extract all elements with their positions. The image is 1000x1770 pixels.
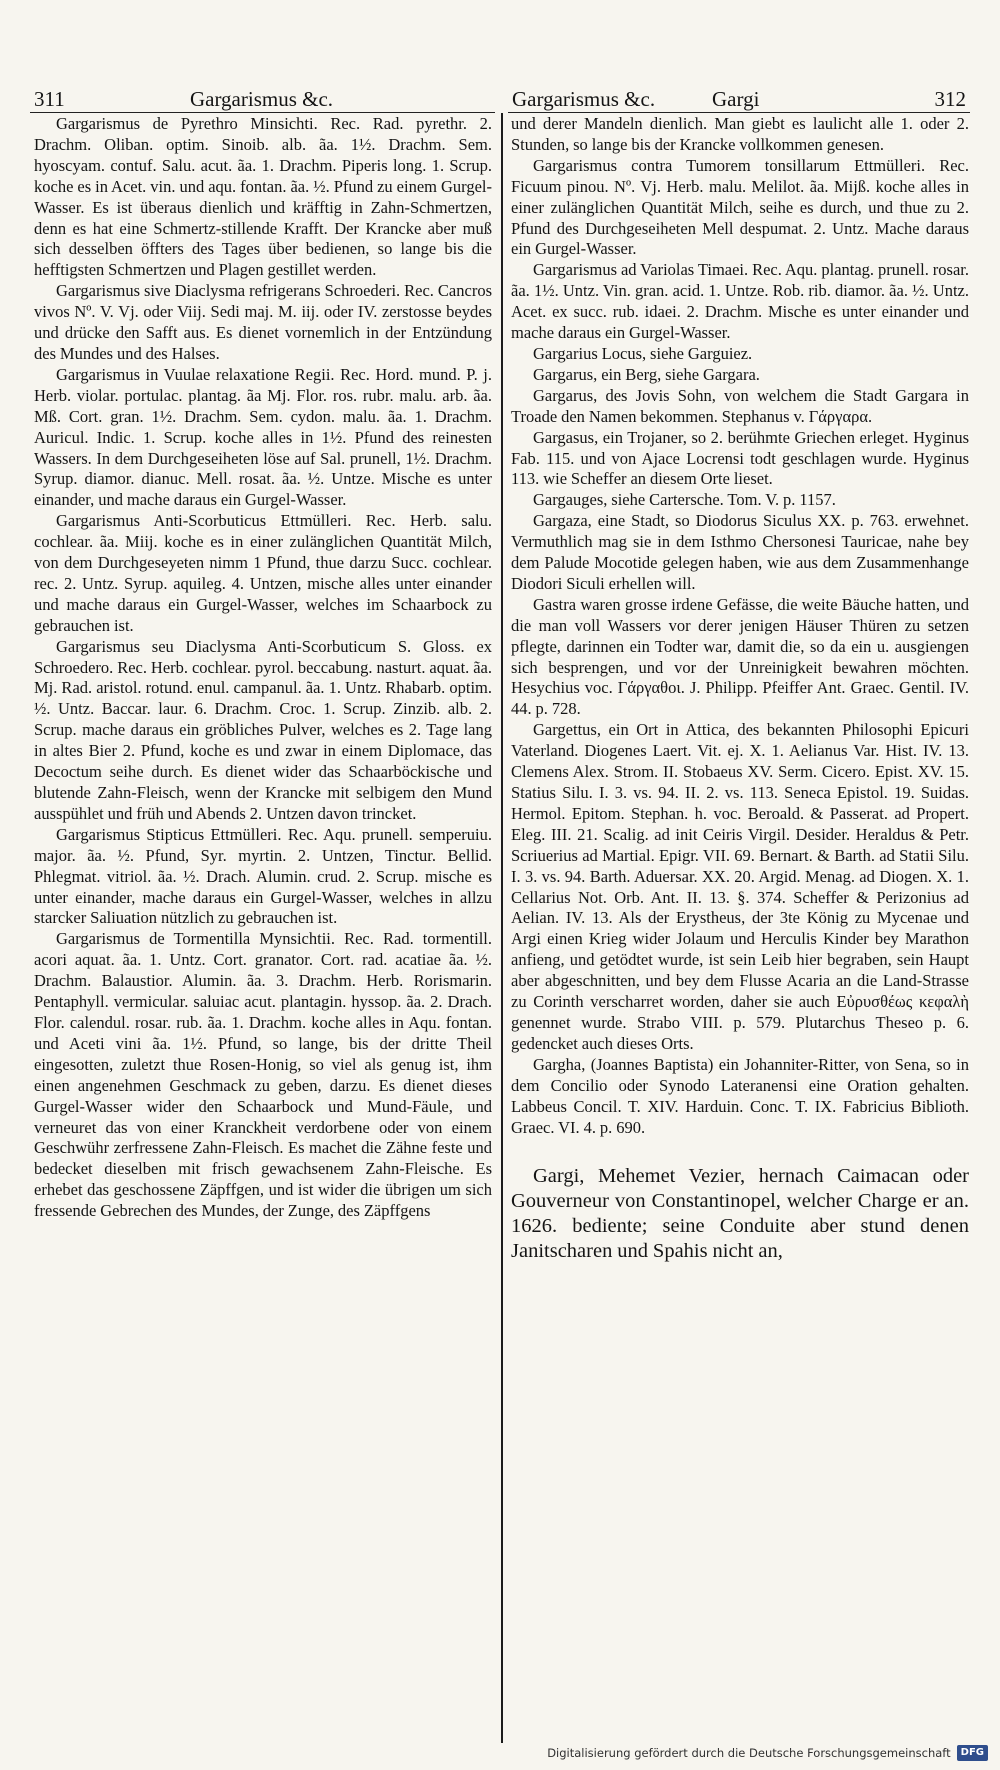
running-header-left	[34, 84, 489, 114]
running-title-right: Gargarismus &c.	[512, 87, 656, 111]
entry-gargarismus-anti-scorbuticum: Gargarismus seu Diaclysma Anti-Scorbuticum S. Gloss. ex Schroedero. Rec. Herb. cochlear. pyrol. beccabung. nasturt. aquat. ãa. Mj. Rad. aristol. rotund. enul. campanul. ãa. 1. Untz. Rhabarb. optim. ½. Untz. Baccar. laur. 6. Drachm. Croc. 1. Scrup. Zinzib. alb. 2. Scrup. mache daraus ein gröbliches Pulver, welches es 2. Tage lang in altes Bier 2. Pfund, koche es und zwar in einem Diplomace, das Decoctum seihe durch. Es dienet wider das Schaarböckische und blutende Zahn-Fleisch, wenn der Krancke mit selbigem den Mund ausspühlet und früh und Abends 2. Untzen davon trincket.	[34, 636, 492, 823]
entry-gargarus-jovis: Gargarus, des Jovis Sohn, von welchem die Stadt Gargara in Troade den Namen bekommen. Stephanus v. Γάργαρα.	[511, 385, 969, 426]
text-column-left	[34, 114, 492, 1744]
entry-gargarismus-variolas: Gargarismus ad Variolas Timaei. Rec. Aqu. plantag. prunell. rosar. ãa. 1½. Untz. Vin. gran. acid. 1. Untze. Rob. rib. diamor. ãa. ½. Untz. Acet. ex succ. rub. idaei. 2. Drachm. Mische es unter einander und mache daraus ein Gurgel-Wasser.	[511, 260, 969, 343]
page-number-left: 311	[34, 87, 65, 111]
entry-gargarismus-anti-scorbuticus: Gargarismus Anti-Scorbuticus Ettmülleri. Rec. Herb. salu. cochlear. ãa. Miij. koche es in einer zulänglichen Quantität Milch, von dem Durchgeseyeten nimm 1 Pfund, thue darzu Succ. cochlear. rec. 2. Untz. Syrup. aquileg. 4. Untzen, mische alles unter einander und mache daraus ein Gurgel-Wasser, welches im Schaarbock zu gebrauchen ist.	[34, 511, 492, 635]
entry-gargarismus-stipticus: Gargarismus Stipticus Ettmülleri. Rec. Aqu. prunell. semperuiu. major. ãa. ½. Pfund, Syr. myrtin. 2. Untzen, Tinctur. Bellid. Phlegmat. vitriol. ãa. ½. Drach. Alumin. crud. 2. Scrup. mische es unter einander, mache daraus ein Gurgel-Wasser, welches in allzu starcker Saliuation nützlich zu gebrauchen ist.	[34, 824, 492, 928]
entry-gargarius-locus: Gargarius Locus, siehe Garguiez.	[533, 343, 753, 363]
catchword: Gargi	[712, 87, 760, 111]
entry-gargarus-berg: Gargarus, ein Berg, siehe Gargara.	[533, 364, 760, 384]
entry-gargarismus-tumorem: Gargarismus contra Tumorem tonsillarum Ettmülleri. Rec. Ficuum pinou. Nº. Vj. Herb. malu. Melilot. ãa. Mijß. koche alles in einer zulänglichen Quantität Milch, seihe es durch, und thue zu 2. Pfund des Durchgeseiheten Mell despumat. 2. Untz. Mache daraus ein Gurgel-Wasser.	[511, 155, 969, 259]
entry-gargha: Gargha, (Joannes Baptista) ein Johanniter-Ritter, von Sena, so in dem Concilio oder Synodo Lateranensi eine Oration gehalten. Labbeus Concil. T. XIV. Harduin. Conc. T. IX. Fabricius Biblioth. Graec. VI. 4. p. 690.	[511, 1054, 969, 1137]
header-rule-right	[508, 112, 970, 113]
column-divider	[501, 113, 503, 1743]
header-rule-left	[30, 112, 495, 113]
text-column-right	[511, 114, 969, 1744]
entry-gargarismus-tormentilla: Gargarismus de Tormentilla Mynsichtii. Rec. Rad. tormentill. acori aquat. ãa. 1. Untz. Cort. granator. Cort. rad. acatiae ãa. ½. Drachm. Balaustior. Alumin. ãa. 3. Drachm. Herb. Rorismarin. Pentaphyll. vermicular. saluiac acut. plantagin. hyssop. ãa. 2. Drach. Flor. calendul. rosar. rub. ãa. 1. Drachm. koche alles in Aqu. fontan. und Aceti vini ãa. 1½. Pfund, so lange, bis der dritte Theil eingesotten, zuletzt thue Rosen-Honig, so viel als genug ist, ihm einen angenehmen Geschmack zu geben, darzu. Es dienet dieses Gurgel-Wasser wider den Schaarbock und Mund-Fäule, und verneuret das von einer Kranckheit verdorbene oder von einem Geschwühr zerfressene Zahn-Fleisch. Es machet die Zähne feste und bedecket dieselben mit frisch gewachsenem Zahn-Fleische. Es erhebet das geschossene Zäpffgen, und ist wider die übrigen um sich fressende Gebrechen des Mundes, der Zunge, des Zäpffgens	[34, 929, 492, 1221]
dfg-logo: DFG	[957, 1745, 988, 1761]
running-title-left: Gargarismus &c.	[189, 87, 334, 111]
entry-gargarismus-vuulae: Gargarismus in Vuulae relaxatione Regii. Rec. Hord. mund. P. j. Herb. violar. portulac. plantag. ãa Mj. Flor. ros. rubr. malu. arb. ãa. Mß. Cort. gran. 1½. Drachm. Sem. cydon. malu. ãa. 1. Drachm. Auricul. Indic. 1. Scrup. koche alles in 1½. Pfund des reinesten Wassers. In dem Durchgeseiheten löse auf Sal. prunell, 1½. Drachm. Syrup. diamor. dianuc. Mell. rosat. ãa. ½. Untze. Mische es unter einander, und mache daraus ein Gurgel-Wasser.	[34, 364, 492, 510]
entry-gargaza: Gargaza, eine Stadt, so Diodorus Siculus XX. p. 763. erwehnet. Vermuthlich mag sie in dem Isthmo Chersonesi Tauricae, nahe bey dem Palude Mocotide gelegen haben, wie aus dem Zusammenhange Diodori Siculi erhellen will.	[511, 511, 969, 593]
running-header-right	[512, 84, 966, 114]
entry-continuation: und derer Mandeln dienlich. Man giebt es laulicht alle 1. oder 2. Stunden, so lange bis der Krancke vollkommen genesen.	[511, 114, 969, 154]
entry-gargi: Gargi, Mehemet Vezier, hernach Caimacan oder Gouverneur von Constantinopel, welcher Charge er an. 1626. bediente; seine Conduite aber stund denen Janitscharen und Spahis nicht an,	[511, 1165, 969, 1263]
entry-gargarismus-pyrethro: Gargarismus de Pyrethro Minsichti. Rec. Rad. pyrethr. 2. Drachm. Oliban. optim. Sinoib. alb. ãa. 1½. Drachm. Sem. hyoscyam. contuf. Salu. acut. ãa. 1. Drachm. Piperis long. 1. Scrup. koche es in Acet. vin. und aqu. fontan. ãa. ½. Pfund zu einem Gurgel-Wasser. Es ist überaus dienlich und kräfftig in Zahn-Schmertzen, denn es hat eine Schmertz-stillende Krafft. Der Krancke aber muß sich desselben öffters des Tages über bedienen, so lange bis die hefftigsten Schmertzen und Plagen gestillet werden.	[34, 114, 492, 280]
page-number-right: 312	[934, 87, 966, 111]
digitization-stamp	[547, 1742, 988, 1764]
entry-gargarismus-refrigerans: Gargarismus sive Diaclysma refrigerans Schroederi. Rec. Cancros vivos Nº. V. Vj. oder Viij. Sedi maj. M. iij. oder IV. zerstosse beydes und drücke den Safft aus. Es dienet vornemlich in der Entzündung des Mundes und des Halses.	[34, 281, 492, 363]
digitization-note: Digitalisierung gefördert durch die Deutsche Forschungsgemeinschaft	[547, 1746, 951, 1760]
entry-gargasus: Gargasus, ein Trojaner, so 2. berühmte Griechen erleget. Hyginus Fab. 115. und von Ajace Locrensi todt geschlagen wurde. Hyginus 113. wie Scheffer an diesem Orte lieset.	[511, 427, 969, 489]
entry-gargauges: Gargauges, siehe Cartersche. Tom. V. p. 1157.	[533, 490, 836, 510]
entry-gastra: Gastra waren grosse irdene Gefässe, die weite Bäuche hatten, und die man voll Wassers vor derer jenigen Häuser Thüren zu setzen pflegte, darinnen ein Todter war, damit die, so da ein u. ausgiengen sich besprengen, und vor der Unreinigkeit bewahren möchten. Hesychius voc. Γάργαθοι. J. Philipp. Pfeiffer Ant. Graec. Gentil. IV. 44. p. 728.	[511, 594, 969, 719]
entry-gargettus: Gargettus, ein Ort in Attica, des bekannten Philosophi Epicuri Vaterland. Diogenes Laert. Vit. ej. X. 1. Aelianus Var. Hist. IV. 13. Clemens Alex. Strom. II. Stobaeus XV. Serm. Cicero. Epist. XV. 15. Statius Silu. I. 3. vs. 94. II. 2. vs. 113. Seneca Epistol. 19. Suidas. Hermol. Epitom. Stephan. h. voc. Beroald. & Passerat. ad Propert. Eleg. III. 21. Scalig. ad init Ceiris Virgil. Desider. Heraldus & Petr. Scriuerius ad Martial. Epigr. VII. 69. Bernart. & Barth. ad Statii Silu. I. 3. vs. 94. Barth. Aduersar. XX. 20. Argid. Menag. ad Diogen. X. 1. Cellarius Not. Orb. Ant. II. 13. §. 374. Scheffer & Perizonius ad Aelian. IV. 13. Als der Erystheus, der 3te König zu Mycenae und Argi einen Krieg wider Jolaum und Herculis Kinder bey Marathon anfieng, und getödtet wurde, ist sein Leib hier begraben, sein Haupt aber abgeschnitten, und bey dem Flusse Acaria an die Land-Strasse zu Corinth verscharret worden, daher sie auch Εὐρυσθέως κεφαλὴ genennet wurde. Strabo VIII. p. 579. Plutarchus Theseo p. 6. gedencket auch dieses Orts.	[511, 720, 969, 1053]
